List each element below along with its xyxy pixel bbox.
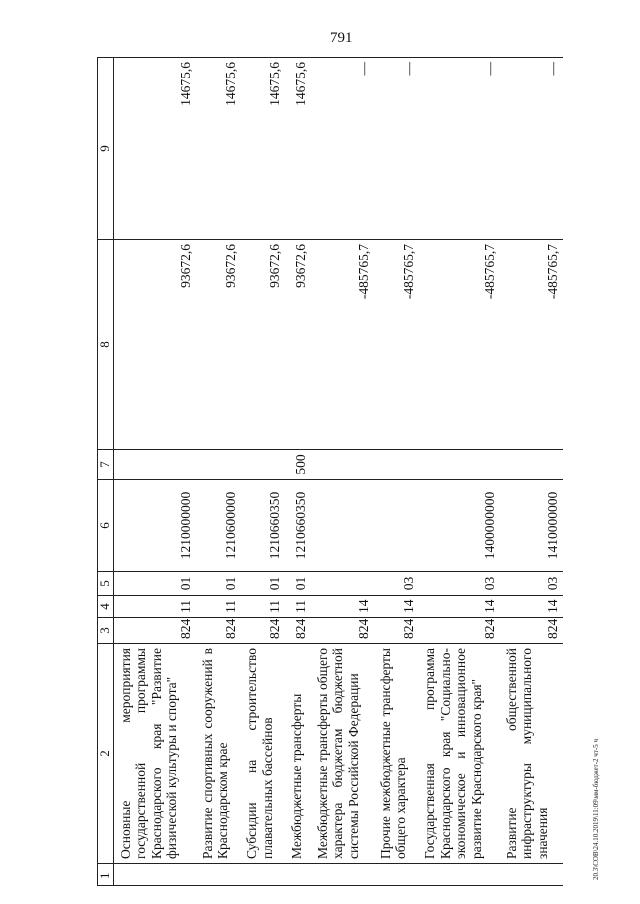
row-c6: 1210600000	[196, 480, 240, 572]
row-c8: -485765,7	[311, 240, 374, 450]
row-c7	[374, 450, 418, 480]
row-c8: 93672,6	[113, 240, 195, 450]
row-c3: 824	[500, 618, 563, 644]
header-col-5: 5	[98, 572, 114, 596]
row-c6: 1210660350	[240, 480, 284, 572]
row-c5: 01	[113, 572, 195, 596]
row-c5: 03	[374, 572, 418, 596]
header-col-8: 8	[98, 240, 114, 450]
row-c3: 824	[196, 618, 240, 644]
row-c4: 11	[196, 596, 240, 618]
row-name: Развитие общественной инфраструктуры муниципального значения	[500, 644, 563, 864]
row-c4: 14	[418, 596, 500, 618]
footer-code: 20.3\COB\24.10.2019\11:09\мм-бюджет-2 чт-5 ч	[592, 739, 600, 880]
row-c3: 824	[113, 618, 195, 644]
row-name: Государственная программа Краснодарского края "Социально-экономическое и инновационное развитие Краснодарского края"	[418, 644, 500, 864]
row-c5: 03	[500, 572, 563, 596]
header-col-3: 3	[98, 618, 114, 644]
row-c7	[500, 450, 563, 480]
row-c8: 93672,6	[240, 240, 284, 450]
row-c3: 824	[374, 618, 418, 644]
row-c6: 1210660350	[285, 480, 311, 572]
table-row	[285, 58, 311, 886]
row-c3: 824	[240, 618, 284, 644]
row-c7	[196, 450, 240, 480]
row-c6	[374, 480, 418, 572]
row-c9: —	[311, 58, 374, 240]
table-row	[240, 58, 284, 886]
row-c3: 824	[285, 618, 311, 644]
row-c9: 14675,6	[240, 58, 284, 240]
table-row	[113, 58, 195, 886]
header-col-4: 4	[98, 596, 114, 618]
row-c4: 11	[240, 596, 284, 618]
header-col-2: 2	[98, 644, 114, 864]
row-c4: 11	[113, 596, 195, 618]
header-col-1: 1	[98, 864, 114, 886]
row-name: Прочие межбюджетные трансферты общего характера	[374, 644, 418, 864]
row-c4: 11	[285, 596, 311, 618]
row-c9: —	[374, 58, 418, 240]
row-c9: 14675,6	[196, 58, 240, 240]
table-row	[374, 58, 418, 886]
table-row	[500, 58, 563, 886]
row-c8: -485765,7	[418, 240, 500, 450]
row-c3: 824	[418, 618, 500, 644]
row-name: Субсидии на строительство плавательных бассейнов	[240, 644, 284, 864]
table-row	[196, 58, 240, 886]
row-c9: 14675,6	[285, 58, 311, 240]
row-c7	[240, 450, 284, 480]
header-col-7: 7	[98, 450, 114, 480]
row-name: Межбюджетные трансферты общего характера бюджетам бюджетной системы Российской Федерации	[311, 644, 374, 864]
row-c6: 1400000000	[418, 480, 500, 572]
row-c7	[418, 450, 500, 480]
row-name: Межбюджетные трансферты	[285, 644, 311, 864]
row-c5: 01	[196, 572, 240, 596]
row-c7	[113, 450, 195, 480]
row-c8: 93672,6	[285, 240, 311, 450]
row-c7: 500	[285, 450, 311, 480]
row-c6	[311, 480, 374, 572]
row-c7	[311, 450, 374, 480]
row-c6: 1210000000	[113, 480, 195, 572]
row-c9: —	[500, 58, 563, 240]
row-c5: 01	[240, 572, 284, 596]
row-c3: 824	[311, 618, 374, 644]
row-c5	[311, 572, 374, 596]
budget-table	[97, 57, 563, 886]
row-name: Развитие спортивных сооружений в Краснодарском крае	[196, 644, 240, 864]
rotated-table-container	[97, 58, 563, 886]
row-c8: -485765,7	[374, 240, 418, 450]
row-name: Основные мероприятия государственной программы Краснодарского края "Развитие физической культуры и спорта"	[113, 644, 195, 864]
table-row	[418, 58, 500, 886]
table-row	[311, 58, 374, 886]
row-c5: 03	[418, 572, 500, 596]
row-c4: 14	[311, 596, 374, 618]
row-c4: 14	[500, 596, 563, 618]
page-number: 791	[330, 30, 353, 46]
row-c8: 93672,6	[196, 240, 240, 450]
header-row	[98, 58, 114, 886]
row-c9: —	[418, 58, 500, 240]
row-c6: 1410000000	[500, 480, 563, 572]
header-col-6: 6	[98, 480, 114, 572]
row-c4: 14	[374, 596, 418, 618]
row-c5: 01	[285, 572, 311, 596]
row-c9: 14675,6	[113, 58, 195, 240]
row-c8: -485765,7	[500, 240, 563, 450]
header-col-9: 9	[98, 58, 114, 240]
